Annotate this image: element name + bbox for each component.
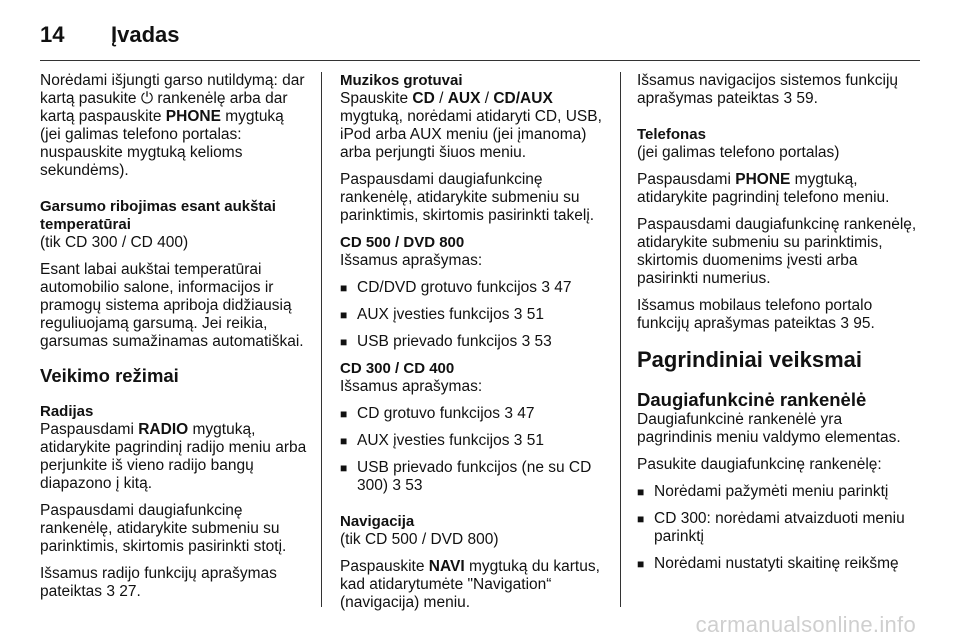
radio-title: Radijas <box>40 403 94 420</box>
cd300-title: CD 300 / CD 400 <box>340 360 455 377</box>
power-icon: ⏻ <box>140 90 154 107</box>
page-ref-icon: 3 <box>840 315 849 332</box>
radio-reference: Išsamus radijo funkcijų aprašymas pateiktas 3 27. <box>40 565 277 600</box>
music-paragraph: Spauskite CD / AUX / CD/AUX mygtuką, norėdami atidaryti CD, USB, iPod arba AUX meniu (jei įmanoma) arba perjungti šiuos meniu. <box>340 90 602 161</box>
phone-reference: Išsamus mobilaus telefono portalo funkcijų aprašymas pateiktas 3 95. <box>637 297 875 332</box>
list-item: ■ USB prievado funkcijos 3 53 <box>340 333 610 351</box>
page-number: 14 <box>40 22 65 47</box>
cd300-intro: Išsamus aprašymas: <box>340 378 483 395</box>
list-item: ■ Norėdami nustatyti skaitinę reikšmę <box>637 555 917 573</box>
cd300-list <box>340 405 610 495</box>
page-ref-icon: 3 <box>541 279 550 296</box>
radio-paragraph: Paspausdami RADIO mygtuką, atidarykite pagrindinį radijo meniu arba perjunkite iš vieno radijo bangų diapazono į kitą. <box>40 421 307 492</box>
column-2 <box>340 72 610 621</box>
page-ref-icon: 3 <box>106 583 115 600</box>
aux-key: AUX <box>447 90 481 107</box>
nav-paragraph: Paspauskite NAVI mygtuką du kartus, kad atidarytumėte "Navigation“ (navigacija) meniu. <box>340 558 600 611</box>
cd500-title: CD 500 / DVD 800 <box>340 234 465 251</box>
list-item: ■ USB prievado funkcijos (ne su CD 300) 3 53 <box>340 459 610 495</box>
nav-reference: Išsamus navigacijos sistemos funkcijų aprašymas pateiktas 3 59. <box>637 72 899 107</box>
page-ref-icon: 3 <box>521 333 531 350</box>
navi-key: NAVI <box>428 558 465 575</box>
radio-key: RADIO <box>138 421 189 438</box>
page-title: Įvadas <box>111 22 180 47</box>
list-item: ■ CD/DVD grotuvo funkcijos 3 47 <box>340 279 610 297</box>
page-header <box>40 14 920 54</box>
list-item: ■ CD 300: norėdami atvaizduoti meniu parinktį <box>637 510 917 546</box>
heading-knob: Daugiafunkcinė rankenėlė <box>637 389 867 410</box>
nav-title: Navigacija <box>340 513 415 530</box>
phone-note: (jei galimas telefono portalas) <box>637 144 840 161</box>
cdaux-key: CD/AUX <box>493 90 553 107</box>
page-ref-icon: 3 <box>392 477 401 494</box>
phone-paragraph: Paspausdami PHONE mygtuką, atidarykite pagrindinį telefono meniu. <box>637 171 890 206</box>
header-rule <box>40 60 920 61</box>
list-item: ■ Norėdami pažymėti meniu parinktį <box>637 483 917 501</box>
phone-paragraph: Paspausdami daugiafunkcinę rankenėlę, atidarykite submeniu su parinktimis, skirtomis duomenims įvesti arba pasirinkti numerius. <box>637 216 917 287</box>
knob-list <box>637 483 917 573</box>
section-title: Garsumo ribojimas esant aukštai temperatūrai <box>40 198 276 233</box>
cd500-list <box>340 279 610 351</box>
column-divider <box>321 72 322 607</box>
page-ref-icon: 3 <box>783 90 793 107</box>
music-paragraph: Paspausdami daugiafunkcinę rankenėlę, atidarykite submeniu su parinktimis, skirtomis pasirinkti takelį. <box>340 171 595 224</box>
cd500-intro: Išsamus aprašymas: <box>340 252 483 269</box>
music-title: Muzikos grotuvai <box>340 72 463 89</box>
unmute-paragraph: Norėdami išjungti garso nutildymą: dar kartą pasukite ⏻ rankenėlę arba dar kartą paspauskite PHONE mygtuką (jei galimas telefono portalas: nuspauskite mygtuką kelioms sekundėms). <box>40 72 305 179</box>
page-ref-icon: 3 <box>513 306 523 323</box>
list-item: ■ AUX įvesties funkcijos 3 51 <box>340 306 610 324</box>
list-item: ■ AUX įvesties funkcijos 3 51 <box>340 432 610 450</box>
column-divider <box>620 72 621 607</box>
knob-intro: Pasukite daugiafunkcinę rankenėlę: <box>637 456 882 473</box>
section-text: Esant labai aukštai temperatūrai automobilio salone, informacijos ir pramogų sistema apriboja didžiausią reguliuojamą garsumą. Jei reikia, garsumas sumažinamas automatiškai. <box>40 261 304 350</box>
list-item: ■ CD grotuvo funkcijos 3 47 <box>340 405 610 423</box>
heading-modes: Veikimo režimai <box>40 365 179 386</box>
watermark: carmanualsonline.info <box>695 612 916 637</box>
phone-key: PHONE <box>735 171 791 188</box>
knob-paragraph: Daugiafunkcinė rankenėlė yra pagrindinis meniu valdymo elementas. <box>637 411 901 446</box>
phone-title: Telefonas <box>637 126 706 143</box>
page-ref-icon: 3 <box>504 405 513 422</box>
cd-key: CD <box>412 90 435 107</box>
radio-paragraph: Paspausdami daugiafunkcinę rankenėlę, atidarykite submeniu su parinktimis, skirtomis pasirinkti stotį. <box>40 502 287 555</box>
section-note: (tik CD 300 / CD 400) <box>40 234 189 251</box>
column-3 <box>637 72 917 582</box>
column-1 <box>40 72 308 610</box>
page-ref-icon: 3 <box>513 432 523 449</box>
nav-note: (tik CD 500 / DVD 800) <box>340 531 499 548</box>
phone-key: PHONE <box>165 108 221 125</box>
heading-basic-operation: Pagrindiniai veiksmai <box>637 347 862 372</box>
